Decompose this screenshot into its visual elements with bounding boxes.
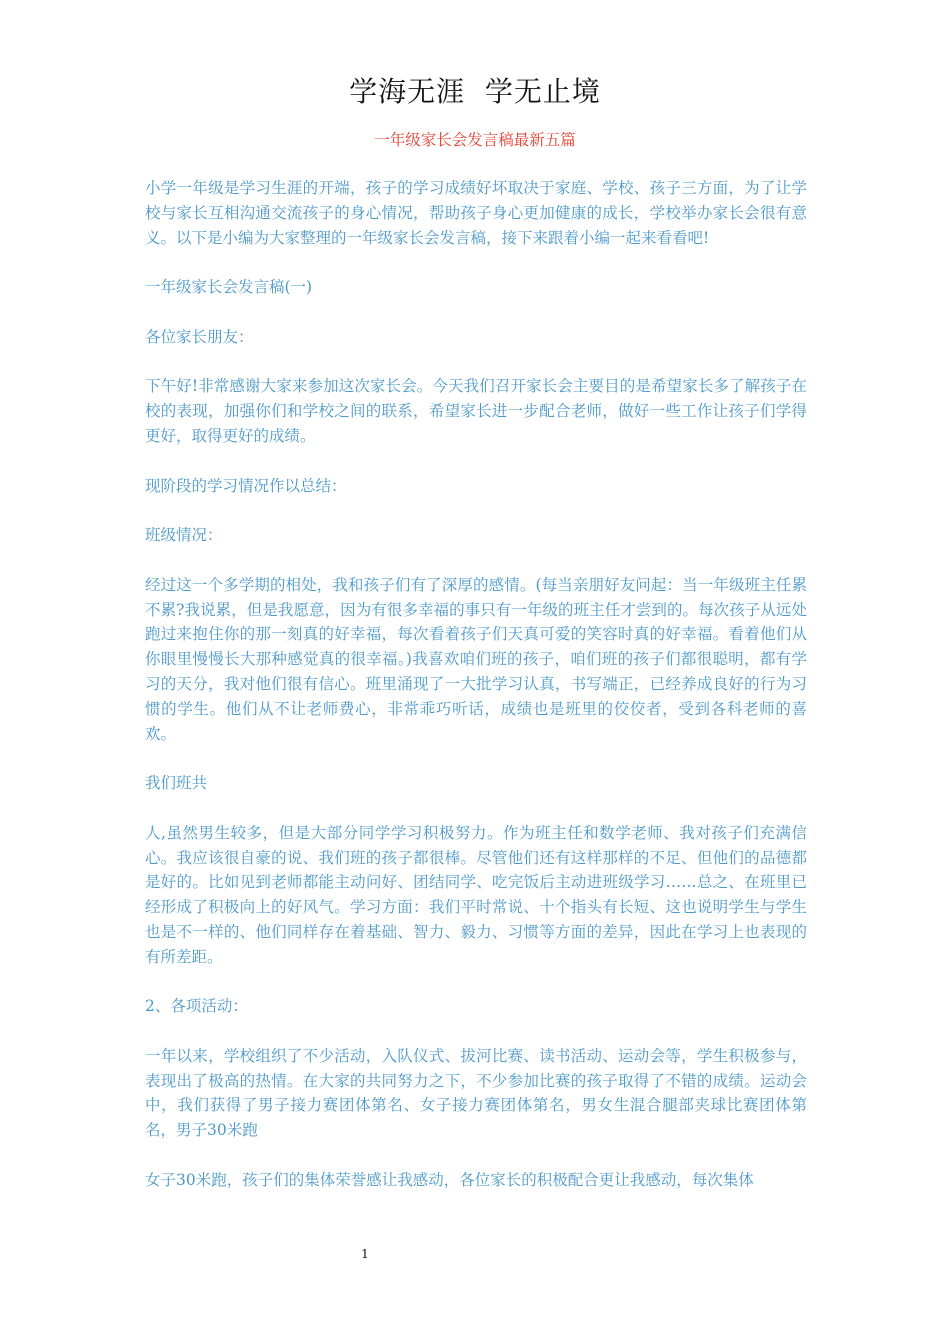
body-paragraph: 人,虽然男生较多，但是大部分同学学习积极努力。作为班主任和数学老师、我对孩子们充满信心。我应该很自豪的说、我们班的孩子都很棒。尽管他们还有这样那样的不足、但他们的品德都是好的。比如见到老师都能主动问好、团结同学、吃完饭后主动进班级学习……总之、在班里已经形成了积极向上的好风气。学习方面：我们平时常说、十个指头有长短、这也说明学生与学生也是不一样的、他们同样存在着基础、智力、毅力、习惯等方面的差异，因此在学习上也表现的有所差距。 [145,823,807,966]
body-paragraph: 我们班共 [145,774,208,793]
subsection-heading: 2、各项活动： [145,997,248,1016]
intro-paragraph: 小学一年级是学习生涯的开端，孩子的学习成绩好坏取决于家庭、学校、孩子三方面，为了让学校与家长互相沟通交流孩子的身心情况，帮助孩子身心更加健康的成长，学校举办家长会很有意义。以下是小编为大家整理的一年级家长会发言稿，接下来跟着小编一起来看看吧! [145,179,807,247]
document-body [145,176,807,1217]
section-heading: 一年级家长会发言稿(一) [145,278,313,297]
body-paragraph: 一年以来，学校组织了不少活动，入队仪式、拔河比赛、读书活动、运动会等，学生积极参与，表现出了极高的热情。在大家的共同努力之下，不少参加比赛的孩子取得了不错的成绩。运动会中，我们获得了男子接力赛团体第名、女子接力赛团体第名，男女生混合腿部夹球比赛团体第名，男子30米跑 [145,1046,807,1140]
page-number: 1 [361,1247,369,1261]
body-paragraph: 经过这一个多学期的相处，我和孩子们有了深厚的感情。(每当亲朋好友问起：当一年级班主任累不累?我说累，但是我愿意，因为有很多幸福的事只有一年级的班主任才尝到的。每次孩子从远处跑过来抱住你的那一刻真的好幸福，每次看着孩子们天真可爱的笑容时真的好幸福。看着他们从你眼里慢慢长大那种感觉真的很幸福。)我喜欢咱们班的孩子，咱们班的孩子们都很聪明，都有学习的天分，我对他们很有信心。班里涌现了一大批学习认真，书写端正，已经养成良好的行为习惯的学生。他们从不让老师费心，非常乖巧听话，成绩也是班里的佼佼者，受到各科老师的喜欢。 [145,575,807,743]
salutation: 各位家长朋友： [145,327,254,346]
body-paragraph: 现阶段的学习情况作以总结： [145,476,347,495]
document-subtitle: 一年级家长会发言稿最新五篇 [374,131,576,149]
header-title: 学海无涯 学无止境 [349,75,601,108]
body-paragraph: 女子30米跑，孩子们的集体荣誉感让我感动，各位家长的积极配合更让我感动，每次集体 [145,1170,754,1189]
body-paragraph: 下午好!非常感谢大家来参加这次家长会。今天我们召开家长会主要目的是希望家长多了解孩子在校的表现，加强你们和学校之间的联系，希望家长进一步配合老师，做好一些工作让孩子们学得更好，取得更好的成绩。 [145,377,807,445]
subsection-heading: 班级情况： [145,526,223,545]
